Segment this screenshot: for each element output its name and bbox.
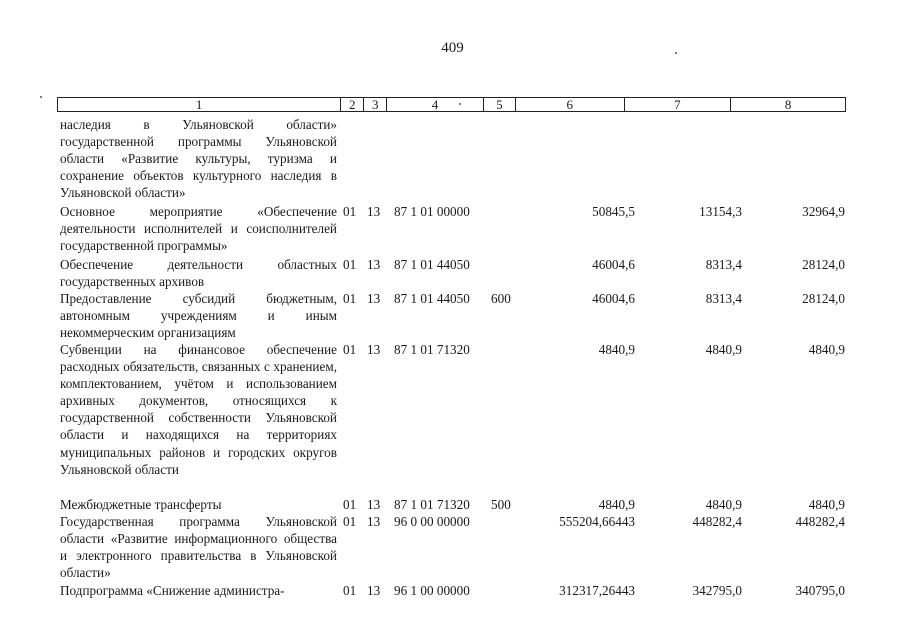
row-description: Предоставление субсидий бюджетным, автономным учреждениям и иным некоммерческим организациям (60, 291, 337, 341)
cell-target-article: 96 1 00 00000 (394, 583, 470, 598)
column-header-7: 7 (625, 98, 732, 111)
cell-amount-8: 4840,9 (808, 342, 845, 357)
row-description: Подпрограмма «Снижение администра- (60, 583, 285, 598)
cell-section: 01 (343, 497, 357, 512)
cell-amount-6: 46004,6 (592, 291, 635, 306)
cell-amount-6: 555204,66443 (559, 514, 635, 529)
scan-speck (675, 52, 677, 54)
cell-section: 01 (343, 342, 357, 357)
cell-amount-6: 50845,5 (592, 204, 635, 219)
scan-speck (459, 103, 461, 105)
cell-amount-6: 4840,9 (598, 342, 635, 357)
cell-target-article: 87 1 01 00000 (394, 204, 470, 219)
cell-amount-7: 342795,0 (692, 583, 742, 598)
cell-amount-7: 8313,4 (705, 291, 742, 306)
column-header-1: 1 (58, 98, 341, 111)
cell-amount-8: 28124,0 (802, 257, 845, 272)
cell-subsection: 13 (367, 204, 381, 219)
cell-amount-8: 340795,0 (795, 583, 845, 598)
row-description: Основное мероприятие «Обеспечение деятельности исполнителей и соисполнителей государственной программы» (60, 204, 337, 254)
cell-section: 01 (343, 514, 357, 529)
cell-target-article: 87 1 01 71320 (394, 497, 470, 512)
cell-amount-7: 448282,4 (692, 514, 742, 529)
cell-target-article: 87 1 01 44050 (394, 291, 470, 306)
cell-target-article: 96 0 00 00000 (394, 514, 470, 529)
scan-speck (40, 96, 42, 98)
cell-amount-8: 28124,0 (802, 291, 845, 306)
cell-subsection: 13 (367, 497, 381, 512)
cell-section: 01 (343, 291, 357, 306)
cell-section: 01 (343, 204, 357, 219)
row-description: Государственная программа Ульяновской области «Развитие информационного общества и электронного правительства в Ульяновской области» (60, 514, 337, 581)
page-number: 409 (441, 40, 464, 56)
column-header-6: 6 (516, 98, 625, 111)
column-header-4: 4 (387, 98, 484, 111)
cell-amount-8: 4840,9 (808, 497, 845, 512)
cell-amount-7: 8313,4 (705, 257, 742, 272)
cell-amount-6: 312317,26443 (559, 583, 635, 598)
column-header-8: 8 (784, 97, 792, 112)
cell-subsection: 13 (367, 583, 381, 598)
column-header-5: 5 (484, 98, 516, 111)
table-header (57, 97, 846, 112)
cell-expense-type: 600 (491, 291, 511, 306)
row-description: Обеспечение деятельности областных государственных архивов (60, 257, 337, 290)
cell-amount-7: 4840,9 (705, 497, 742, 512)
row-description: наследия в Ульяновской области» государственной программы Ульяновской области «Развитие культуры, туризма и сохранение объектов культурного наследия в Ульяновской области» (60, 117, 337, 201)
cell-subsection: 13 (367, 342, 381, 357)
cell-section: 01 (343, 583, 357, 598)
cell-amount-6: 4840,9 (598, 497, 635, 512)
row-description: Субвенции на финансовое обеспечение расходных обязательств, связанных с хранением, комплектованием, учётом и использованием архивных документов, относящихся к государственной собственности Ульяновской области и находящихся на территориях муниципальных районов и городских округов Ульяновской области (60, 342, 337, 477)
column-header-2: 2 (341, 98, 364, 111)
cell-target-article: 87 1 01 71320 (394, 342, 470, 357)
cell-subsection: 13 (367, 257, 381, 272)
cell-expense-type: 500 (491, 497, 511, 512)
row-description: Межбюджетные трансферты (60, 497, 222, 512)
cell-section: 01 (343, 257, 357, 272)
cell-amount-7: 13154,3 (699, 204, 742, 219)
cell-amount-7: 4840,9 (705, 342, 742, 357)
cell-subsection: 13 (367, 514, 381, 529)
cell-amount-6: 46004,6 (592, 257, 635, 272)
cell-target-article: 87 1 01 44050 (394, 257, 470, 272)
cell-amount-8: 448282,4 (795, 514, 845, 529)
cell-amount-8: 32964,9 (802, 204, 845, 219)
cell-subsection: 13 (367, 291, 381, 306)
column-header-3: 3 (364, 98, 387, 111)
